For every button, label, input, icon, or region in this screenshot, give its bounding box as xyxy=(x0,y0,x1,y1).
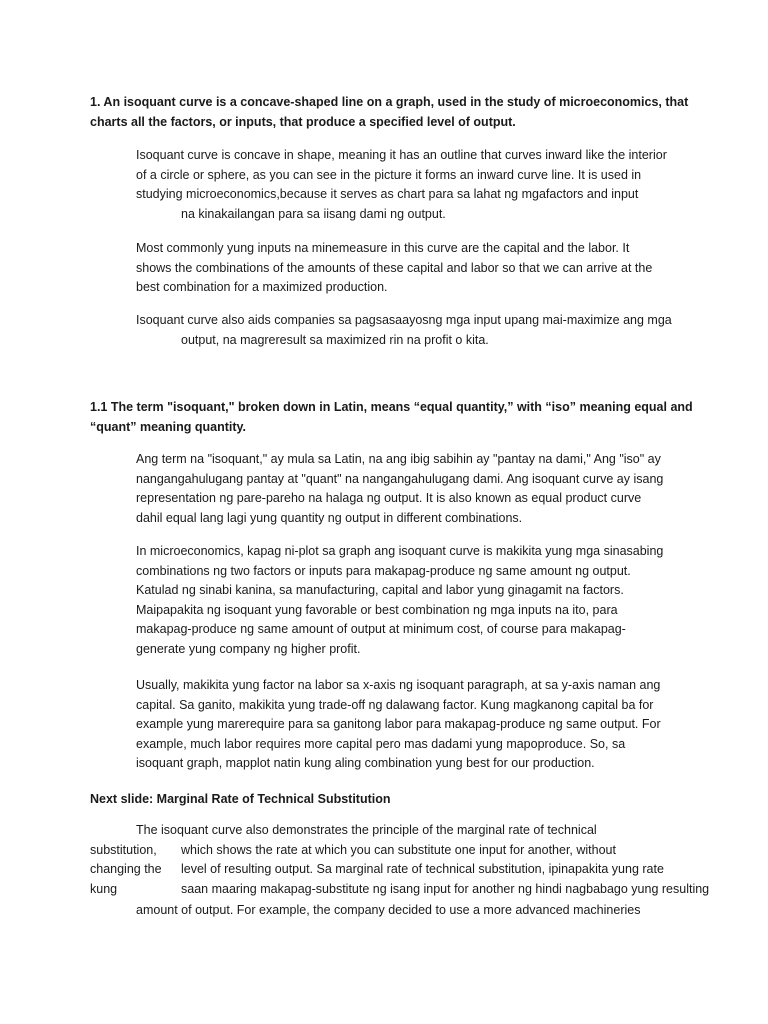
next-slide-heading xyxy=(90,789,690,809)
row-left-text: kung xyxy=(90,882,118,896)
text-line: dahil equal lang lagi yung quantity ng output in different combinations. xyxy=(136,510,523,525)
section-1-1-paragraph-3 xyxy=(136,676,696,774)
text-line: Ang term na "isoquant," ay mula sa Latin, na ang ibig sabihin ay "pantay na dami," Ang "iso" ay xyxy=(136,452,661,466)
text-line: amount of output. For example, the company decided to use a more advanced machineries xyxy=(136,903,641,917)
text-line: of a circle or sphere, as you can see in the picture it forms an inward curve line. It is used in xyxy=(136,167,642,182)
text-line: capital. Sa ganito, makikita yung trade-off ng dalawang factor. Kung magkanong capital ba for xyxy=(136,697,654,712)
row-right-text: which shows the rate at which you can substitute one input for another, without xyxy=(181,843,616,857)
text-line: example, much labor requires more capital pero mas dadami yung mapoproduce. So, sa xyxy=(136,736,626,751)
text-line: best combination for a maximized production. xyxy=(136,280,388,294)
row-left-text: changing the xyxy=(90,862,162,876)
text-line: Most commonly yung inputs na minemeasure in this curve are the capital and the labor. It xyxy=(136,241,630,255)
next-slide-row xyxy=(90,860,690,880)
next-slide-row xyxy=(90,880,710,900)
text-line: makapag-produce ng same amount of output at minimum cost, of course para makapag- xyxy=(136,622,626,636)
text-line: example yung marerequire para sa ganitong labor para makapag-produce ng same output. For xyxy=(136,717,661,731)
text-line: Isoquant curve also aids companies sa pagsasaayosng mga input upang mai-maximize ang mga xyxy=(136,313,672,327)
next-slide-paragraph-first-line xyxy=(136,821,696,841)
text-line: generate yung company ng higher profit. xyxy=(136,641,361,656)
section-1-1-paragraph-1 xyxy=(136,450,696,528)
next-slide-paragraph-last-line xyxy=(136,901,696,921)
text-line: studying microeconomics,because it serves as chart para sa lahat ng mgafactors and input xyxy=(136,187,639,201)
section-1-heading-line-2: charts all the factors, or inputs, that produce a specified level of output. xyxy=(90,115,516,129)
section-1-heading xyxy=(90,92,690,132)
section-1-1-heading xyxy=(90,397,693,437)
next-slide-row xyxy=(90,841,690,861)
section-1-paragraph-1 xyxy=(136,146,696,224)
section-1-1-heading-line-1: 1.1 The term "isoquant," broken down in Latin, means “equal quantity,” with “iso” meaning equal and xyxy=(90,400,693,414)
row-right-text: level of resulting output. Sa marginal rate of technical substitution, ipinapakita yung rate xyxy=(181,862,664,876)
section-1-paragraph-3 xyxy=(136,311,696,350)
text-line: nangangahulugang pantay at "quant" na nangangahulugang dami. Ang isoquant curve ay isang xyxy=(136,471,664,486)
section-1-1-heading-line-2: “quant” meaning quantity. xyxy=(90,420,247,434)
text-line: na kinakailangan para sa iisang dami ng output. xyxy=(181,206,446,221)
text-line: Katulad ng sinabi kanina, sa manufacturing, capital and labor yung ginagamit na factors. xyxy=(136,583,624,597)
text-line: Usually, makikita yung factor na labor sa x-axis ng isoquant paragraph, at sa y-axis naman ang xyxy=(136,678,661,692)
text-line: In microeconomics, kapag ni-plot sa graph ang isoquant curve is makikita yung mga sinasabing xyxy=(136,544,664,558)
text-line: combinations ng two factors or inputs para makapag-produce ng same amount ng output. xyxy=(136,563,631,578)
text-line: isoquant graph, mapplot natin kung aling combination yung best for our production. xyxy=(136,756,595,770)
section-1-1-paragraph-2 xyxy=(136,542,696,659)
text-line: shows the combinations of the amounts of these capital and labor so that we can arrive at the xyxy=(136,260,653,275)
text-line: Maipapakita ng isoquant yung favorable or best combination ng mga inputs na ito, para xyxy=(136,602,618,617)
row-right-text: saan maaring makapag-substitute ng isang input for another ng hindi nagbabago yung resulting xyxy=(181,882,710,896)
text-line: Isoquant curve is concave in shape, meaning it has an outline that curves inward like the interior xyxy=(136,148,667,162)
section-1-heading-line-1: 1. An isoquant curve is a concave-shaped line on a graph, used in the study of microeconomics, that xyxy=(90,95,689,109)
section-1-paragraph-2 xyxy=(136,239,696,298)
text-line: output, na magreresult sa maximized rin na profit o kita. xyxy=(181,332,489,347)
text-line: The isoquant curve also demonstrates the principle of the marginal rate of technical xyxy=(136,823,597,837)
text-line: representation ng pare-pareho na halaga ng output. It is also known as equal product curve xyxy=(136,491,642,505)
row-left-text: substitution, xyxy=(90,843,157,857)
next-slide-heading-text: Next slide: Marginal Rate of Technical Substitution xyxy=(90,792,391,806)
